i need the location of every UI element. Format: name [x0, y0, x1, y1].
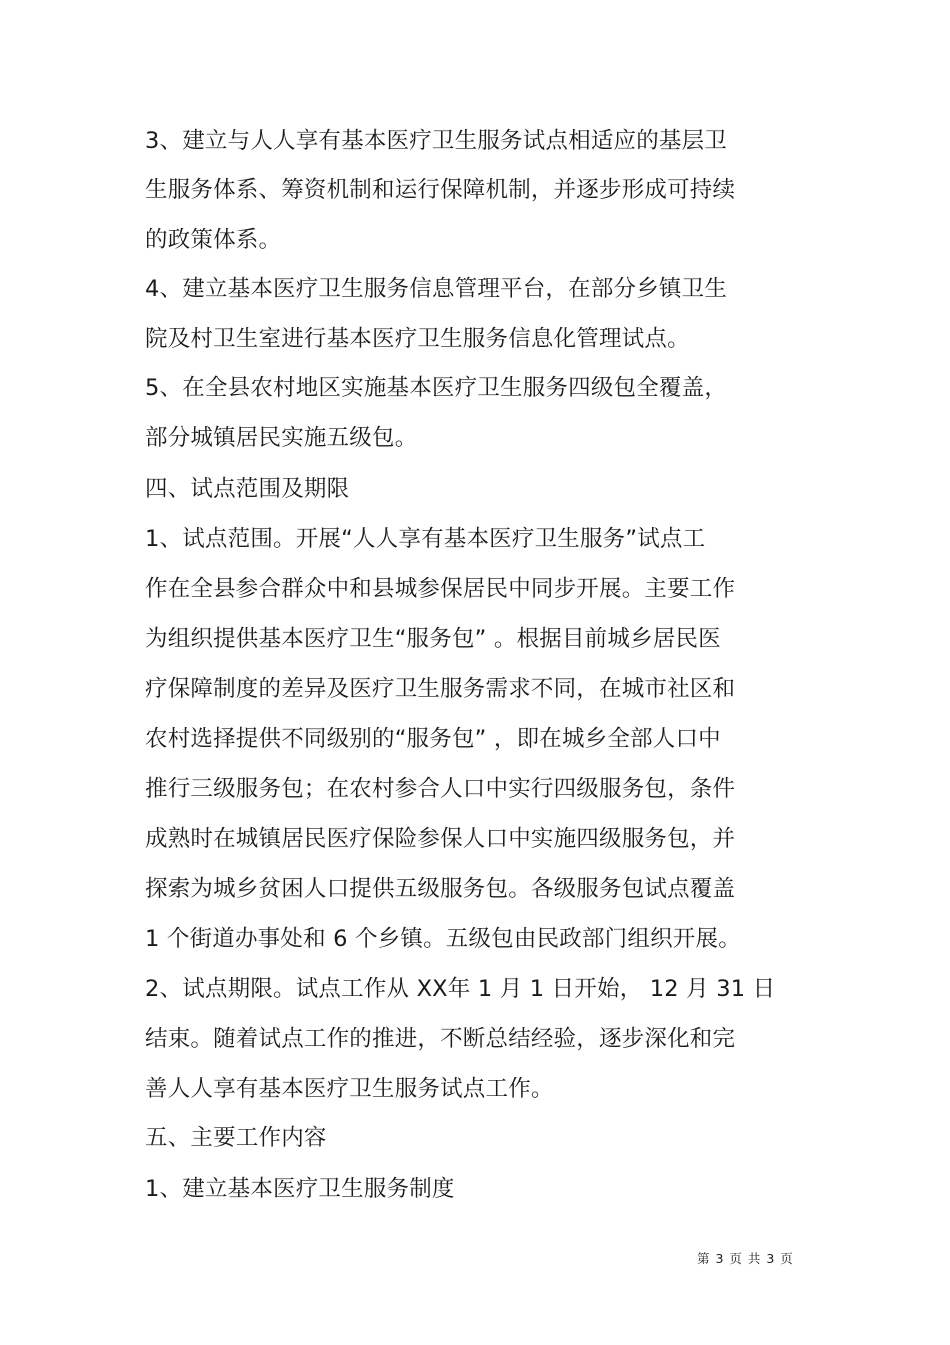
text-line: 院及村卫生室进行基本医疗卫生服务信息化管理试点。 [145, 326, 690, 352]
text-line: 的政策体系。 [145, 227, 282, 253]
text-line: 生服务体系、筹资机制和运行保障机制，并逐步形成可持续 [145, 177, 736, 203]
text-line: 为组织提供基本医疗卫生“服务包” 。根据目前城乡居民医 [145, 626, 721, 652]
text-line: 作在全县参合群众中和县城参保居民中同步开展。主要工作 [145, 576, 736, 602]
text-line: 疗保障制度的差异及医疗卫生服务需求不同，在城市社区和 [145, 676, 736, 702]
text-line: 5、在全县农村地区实施基本医疗卫生服务四级包全覆盖， [145, 375, 728, 401]
text-line: 善人人享有基本医疗卫生服务试点工作。 [145, 1076, 554, 1102]
text-line: 1 个街道办事处和 6 个乡镇。五级包由民政部门组织开展。 [145, 926, 741, 952]
text-line: 1、试点范围。开展“人人享有基本医疗卫生服务”试点工 [145, 526, 706, 552]
text-line: 2、试点期限。试点工作从 XX年 1 月 1 日开始， 12 月 31 日 [145, 976, 776, 1002]
text-line: 农村选择提供不同级别的“服务包” ，即在城乡全部人口中 [145, 726, 721, 752]
text-line: 成熟时在城镇居民医疗保险参保人口中实施四级服务包，并 [145, 826, 736, 852]
text-line: 推行三级服务包；在农村参合人口中实行四级服务包，条件 [145, 776, 736, 802]
page-number-footer: 第 3 页 共 3 页 [697, 1251, 794, 1266]
text-line: 部分城镇居民实施五级包。 [145, 425, 418, 451]
section-heading: 五、主要工作内容 [145, 1125, 327, 1151]
text-line: 探索为城乡贫困人口提供五级服务包。各级服务包试点覆盖 [145, 876, 736, 902]
text-line: 1、建立基本医疗卫生服务制度 [145, 1176, 455, 1202]
text-line: 3、建立与人人享有基本医疗卫生服务试点相适应的基层卫 [145, 128, 728, 154]
section-heading: 四、试点范围及期限 [145, 476, 350, 502]
text-line: 4、建立基本医疗卫生服务信息管理平台，在部分乡镇卫生 [145, 276, 728, 302]
text-line: 结束。随着试点工作的推进，不断总结经验，逐步深化和完 [145, 1026, 736, 1052]
